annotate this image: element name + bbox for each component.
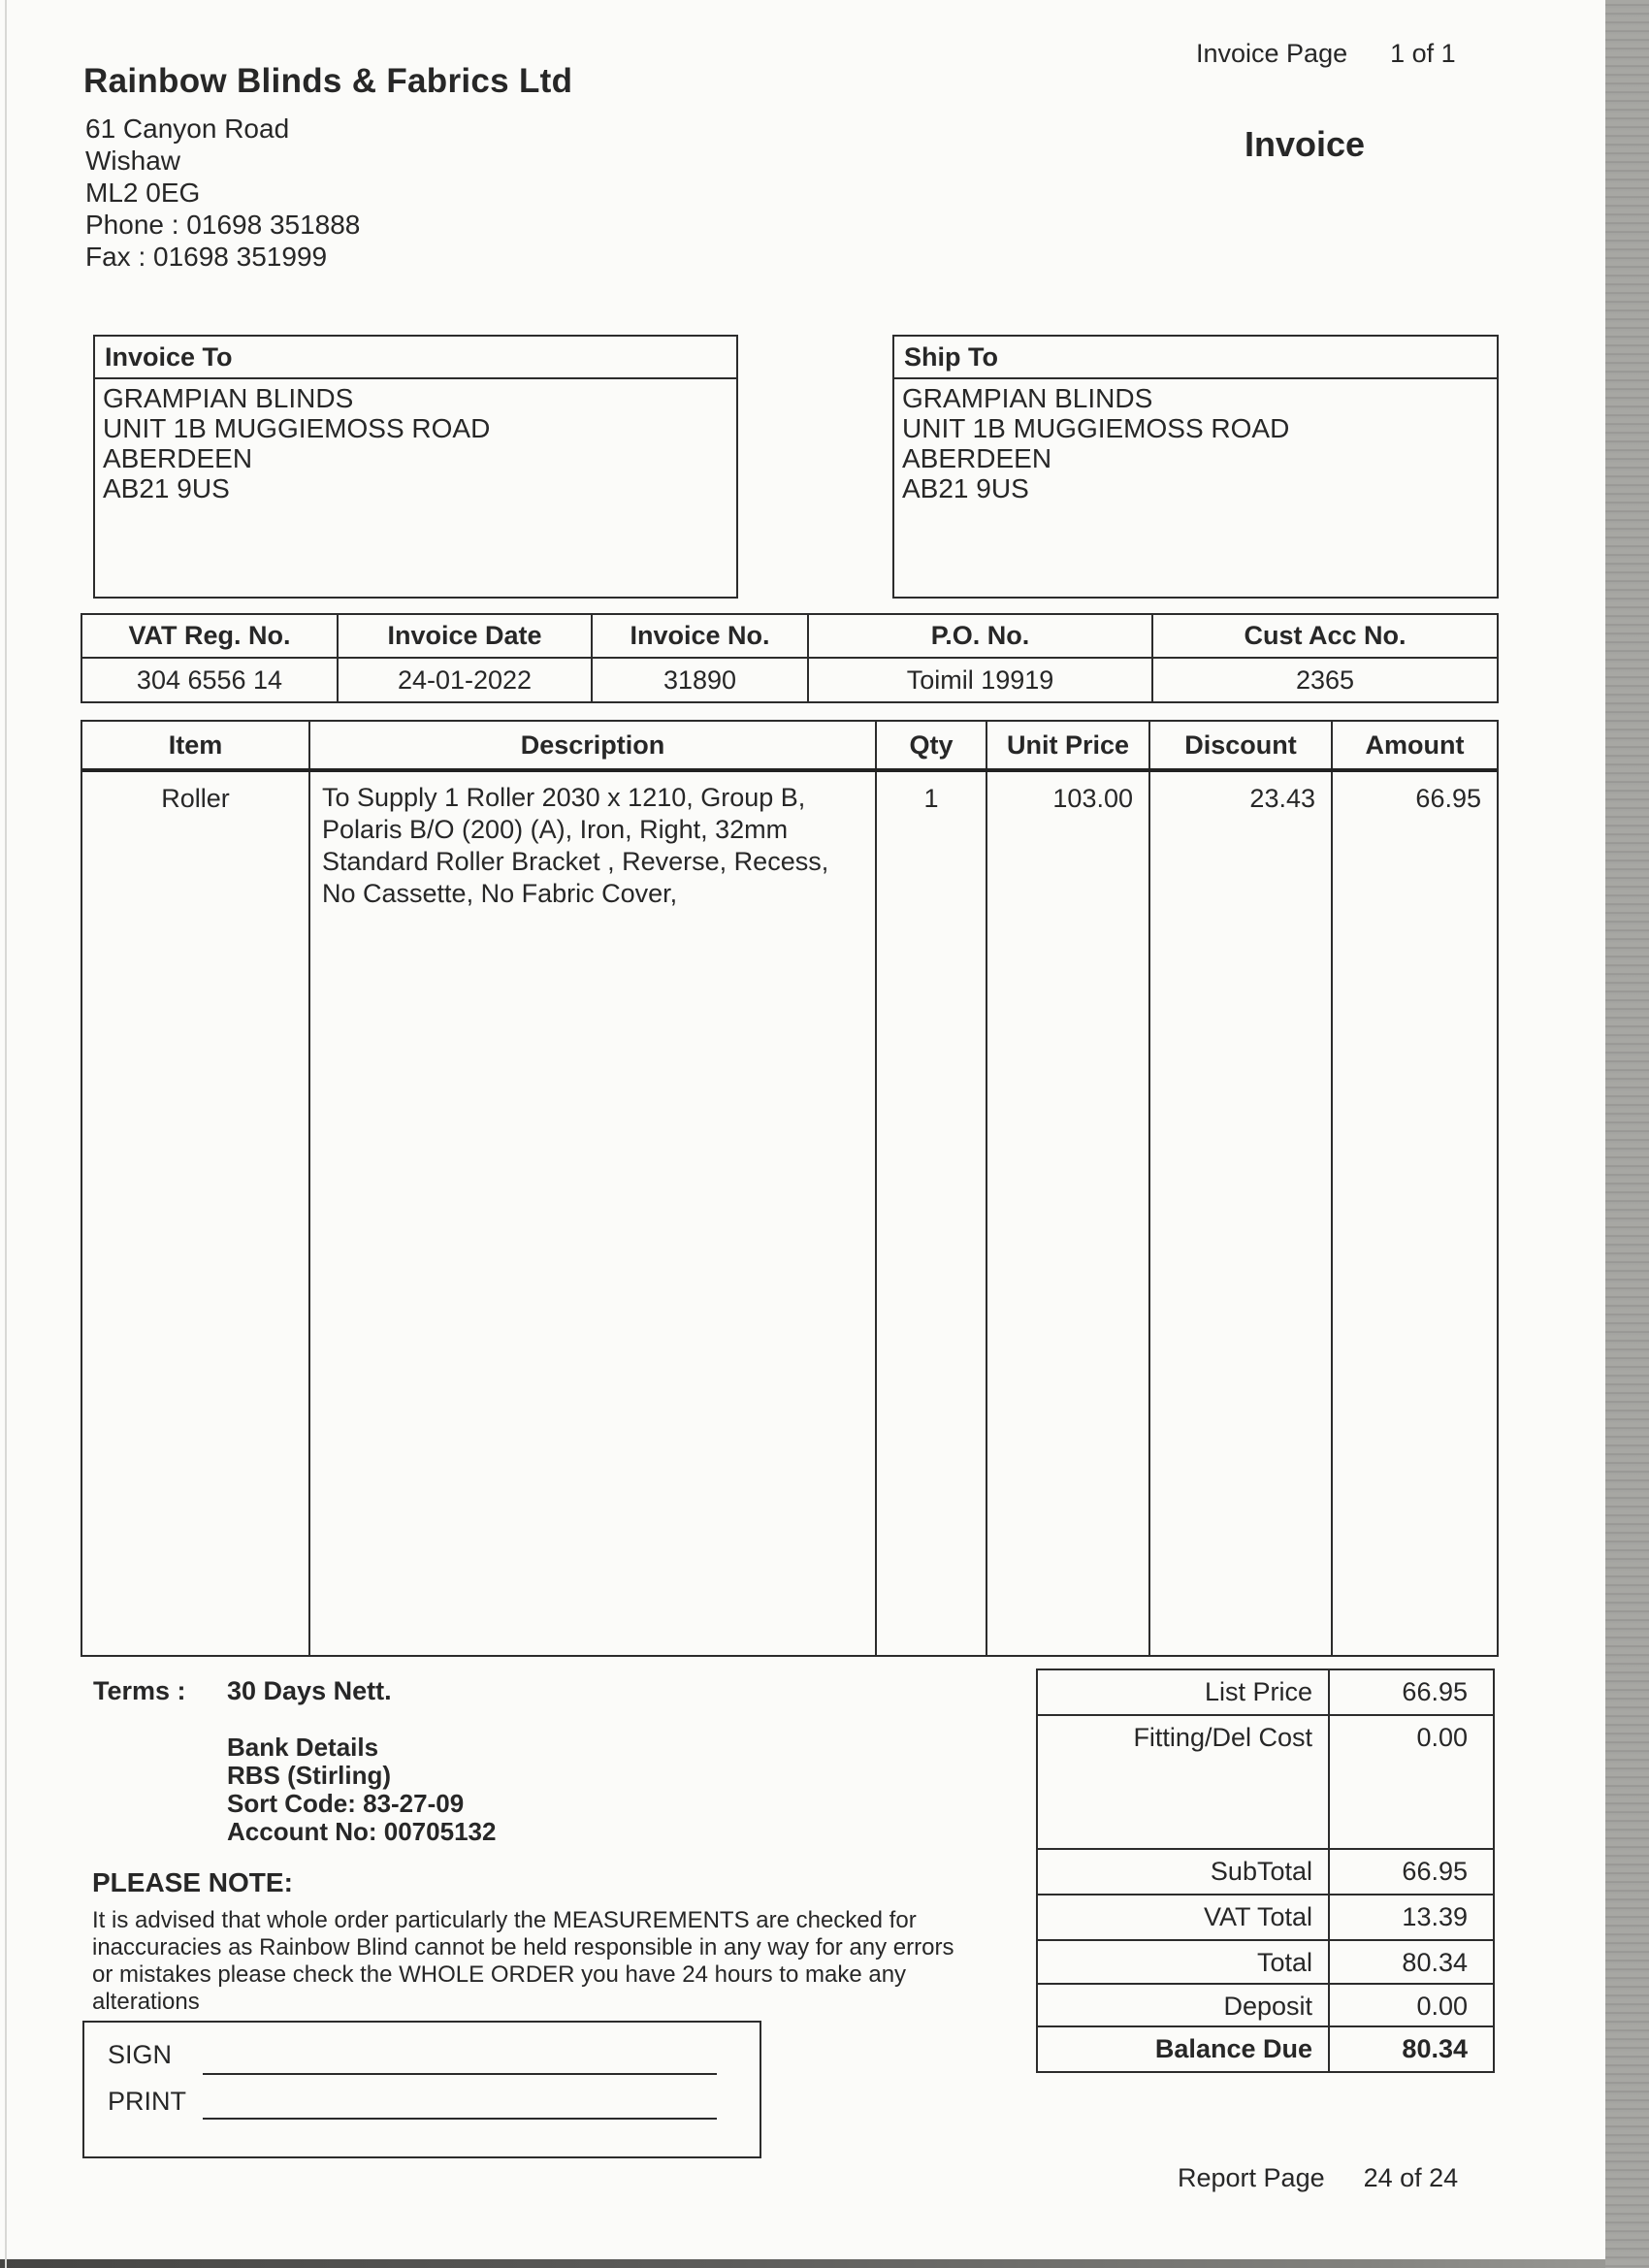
deposit-value: 0.00 (1416, 1992, 1468, 2021)
meta-header-vat: VAT Reg. No. (82, 615, 339, 657)
item-qty-cell: 1 (877, 772, 987, 1655)
print-label: PRINT (108, 2087, 186, 2116)
ship-to-line: ABERDEEN (902, 443, 1052, 473)
items-header-amount: Amount (1365, 729, 1465, 760)
invoice-to-line: UNIT 1B MUGGIEMOSS ROAD (103, 413, 491, 443)
totals-table (1036, 1669, 1495, 2073)
item-unit-price-cell: 103.00 (987, 772, 1150, 1655)
terms-value: 30 Days Nett. (227, 1676, 392, 1705)
ship-to-header: Ship To (894, 337, 1497, 379)
invoice-to-line: AB21 9US (103, 473, 230, 503)
line-items-table (81, 720, 1499, 1657)
page-left-edge-line (5, 0, 7, 2268)
bank-details-block (227, 1733, 496, 1846)
vat-total-value: 13.39 (1402, 1902, 1468, 1931)
please-note-title: PLEASE NOTE: (92, 1867, 293, 1897)
deposit-label: Deposit (1038, 1985, 1330, 2025)
fitting-del-cost-label: Fitting/Del Cost (1038, 1716, 1330, 1848)
items-header-item: Item (82, 722, 310, 768)
ship-to-line: AB21 9US (902, 473, 1029, 503)
invoice-to-header: Invoice To (95, 337, 736, 379)
vat-total-label: VAT Total (1038, 1895, 1330, 1939)
bank-details-title: Bank Details (227, 1733, 379, 1762)
company-fax: Fax : 01698 351999 (85, 242, 328, 272)
items-header-unit-price: Unit Price (987, 722, 1150, 768)
bank-name: RBS (Stirling) (227, 1761, 391, 1790)
company-address-line: Wishaw (85, 146, 181, 176)
meta-header-cust-acc: Cust Acc No. (1244, 621, 1406, 650)
item-discount-cell: 23.43 (1150, 772, 1333, 1655)
items-header-discount: Discount (1150, 722, 1333, 768)
sign-line (203, 2073, 717, 2075)
meta-value-row (82, 659, 1497, 701)
meta-value-vat: 304 6556 14 (82, 659, 339, 701)
totals-row-subtotal (1038, 1850, 1493, 1895)
invoice-page-indicator (1196, 39, 1456, 69)
totals-row-list-price (1038, 1670, 1493, 1716)
please-note-body: It is advised that whole order particularly the MEASUREMENTS are checked for inaccuracies as Rainbow Blind cannot be held responsible in any way for any errors or mistakes please check the WHOLE ORDER you have 24 hours to make any alterations (92, 1907, 954, 2015)
total-label: Total (1038, 1941, 1330, 1983)
meta-header-row (82, 615, 1497, 659)
invoice-to-address (95, 379, 736, 507)
report-page-label: Report Page (1178, 2163, 1325, 2192)
balance-due-value: 80.34 (1402, 2034, 1468, 2063)
invoice-to-line: GRAMPIAN BLINDS (103, 383, 354, 413)
items-header-description: Description (310, 722, 877, 768)
list-price-value: 66.95 (1402, 1677, 1468, 1706)
subtotal-label: SubTotal (1038, 1850, 1330, 1894)
meta-value-invoice-date: 24-01-2022 (339, 659, 593, 701)
item-amount-cell: 66.95 (1415, 784, 1481, 813)
scanner-edge-band (1605, 0, 1649, 2268)
item-name-cell: Roller (82, 772, 310, 1655)
meta-value-invoice-no: 31890 (593, 659, 809, 701)
document-title: Invoice (1245, 124, 1366, 164)
meta-header-invoice-date: Invoice Date (339, 615, 593, 657)
meta-header-invoice-no: Invoice No. (593, 615, 809, 657)
items-header-row (82, 722, 1497, 772)
ship-to-line: GRAMPIAN BLINDS (902, 383, 1153, 413)
totals-row-fitting (1038, 1716, 1493, 1850)
report-page-value: 24 of 24 (1363, 2163, 1459, 2192)
company-address-line: ML2 0EG (85, 178, 201, 208)
sign-label: SIGN (108, 2040, 173, 2069)
company-address-line: 61 Canyon Road (85, 113, 290, 144)
totals-row-balance-due (1038, 2027, 1493, 2071)
invoice-to-line: ABERDEEN (103, 443, 253, 473)
company-address-block (85, 113, 360, 273)
terms-label: Terms : (93, 1676, 186, 1705)
meta-value-cust-acc: 2365 (1295, 664, 1355, 695)
company-phone: Phone : 01698 351888 (85, 210, 361, 240)
invoice-to-box (93, 335, 738, 599)
ship-to-box (892, 335, 1499, 599)
invoice-page-label: Invoice Page (1196, 39, 1348, 68)
list-price-label: List Price (1038, 1670, 1330, 1714)
items-body-row (82, 772, 1497, 1655)
totals-row-deposit (1038, 1985, 1493, 2027)
totals-row-total (1038, 1941, 1493, 1985)
signature-box (82, 2021, 761, 2158)
items-header-qty: Qty (877, 722, 987, 768)
totals-row-vat (1038, 1895, 1493, 1941)
print-line (203, 2118, 717, 2120)
bank-sort-code: Sort Code: 83-27-09 (227, 1789, 465, 1818)
ship-to-address (894, 379, 1497, 507)
company-name: Rainbow Blinds & Fabrics Ltd (83, 62, 573, 100)
ship-to-line: UNIT 1B MUGGIEMOSS ROAD (902, 413, 1290, 443)
subtotal-value: 66.95 (1402, 1857, 1468, 1886)
balance-due-label: Balance Due (1038, 2027, 1330, 2071)
total-value: 80.34 (1402, 1948, 1468, 1977)
report-page-indicator (1178, 2163, 1458, 2193)
item-description-cell: To Supply 1 Roller 2030 x 1210, Group B, Polaris B/O (200) (A), Iron, Right, 32mm Standard Roller Bracket , Reverse, Recess, No Cassette, No Fabric Cover, (310, 772, 877, 1655)
fitting-del-cost-value: 0.00 (1416, 1723, 1468, 1752)
bank-account-no: Account No: 00705132 (227, 1817, 497, 1846)
invoice-meta-table (81, 613, 1499, 703)
meta-value-po-no: Toimil 19919 (809, 659, 1153, 701)
page-bottom-shadow (0, 2259, 1605, 2268)
invoice-page-value: 1 of 1 (1390, 39, 1456, 68)
meta-header-po-no: P.O. No. (809, 615, 1153, 657)
